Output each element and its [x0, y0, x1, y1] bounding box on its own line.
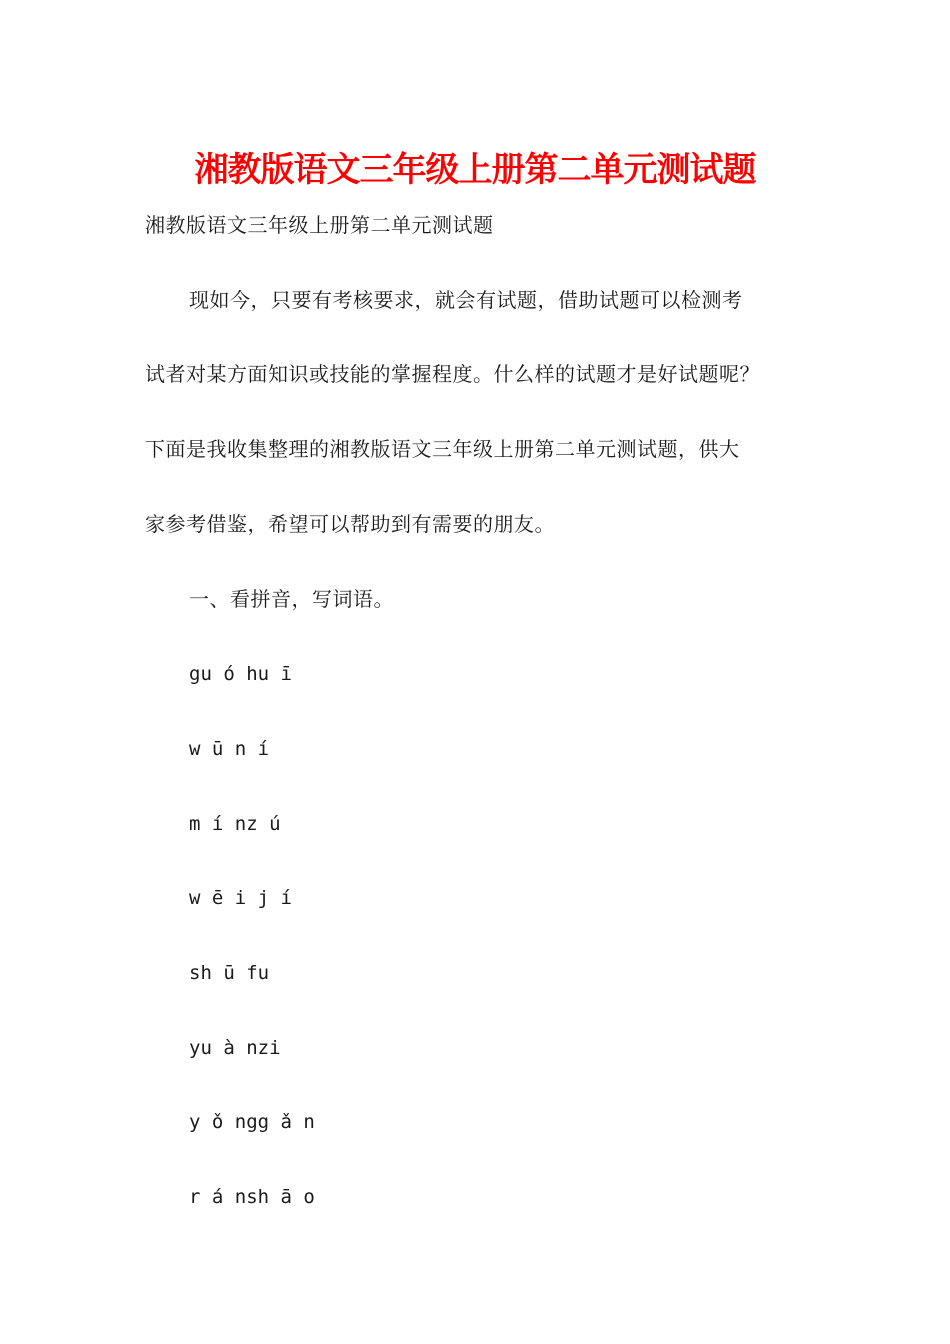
- intro-line: 下面是我收集整理的湘教版语文三年级上册第二单元测试题，供大: [145, 437, 740, 461]
- pinyin-item: gu ó hu ī: [189, 663, 292, 685]
- pinyin-item: r á nsh ā o: [189, 1186, 315, 1208]
- pinyin-item: w ū n í: [189, 738, 270, 760]
- pinyin-item: w ē i j í: [189, 887, 292, 909]
- pinyin-item: sh ū fu: [189, 962, 270, 984]
- intro-line: 现如今，只要有考核要求，就会有试题，借助试题可以检测考: [189, 288, 743, 312]
- pinyin-item: y ǒ ngg ǎ n: [189, 1111, 315, 1133]
- pinyin-item: m í nz ú: [189, 813, 281, 835]
- document-subtitle: 湘教版语文三年级上册第二单元测试题: [145, 213, 494, 237]
- pinyin-item: yu à nzi: [189, 1037, 281, 1059]
- section-heading: 一、看拼音，写词语。: [189, 587, 394, 611]
- intro-line: 试者对某方面知识或技能的掌握程度。什么样的试题才是好试题呢？: [145, 362, 760, 386]
- intro-line: 家参考借鉴，希望可以帮助到有需要的朋友。: [145, 512, 555, 536]
- document-title: 湘教版语文三年级上册第二单元测试题: [194, 150, 756, 190]
